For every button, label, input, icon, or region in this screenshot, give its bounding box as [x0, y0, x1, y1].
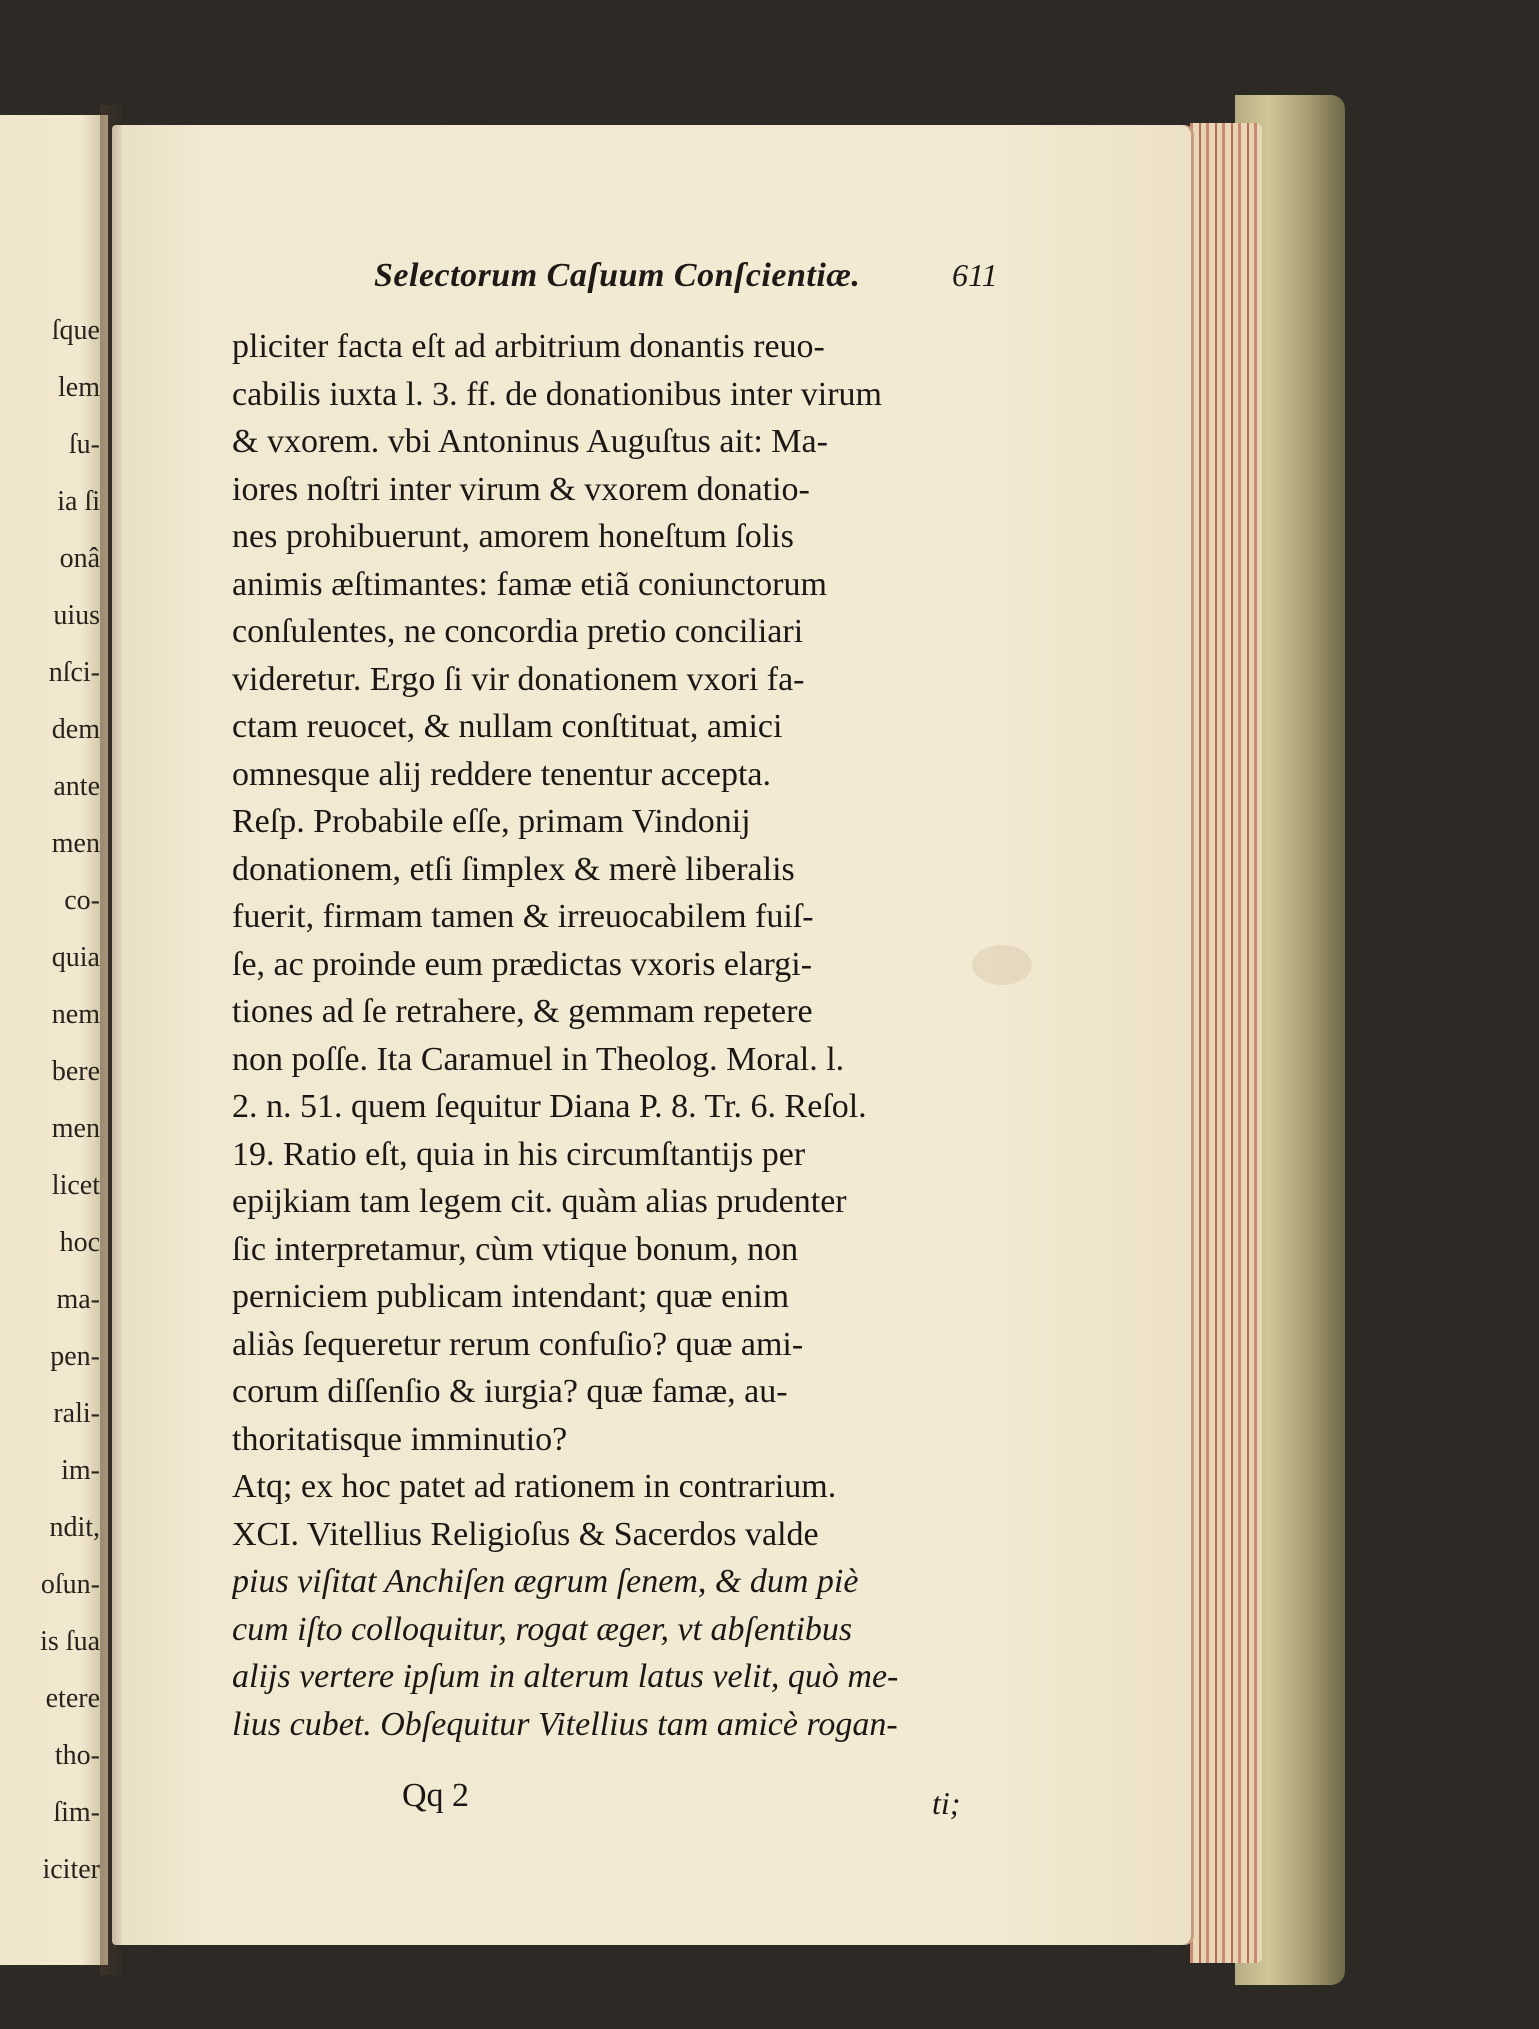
text-line: omnesque alij reddere tenentur accepta. — [232, 755, 772, 793]
text-line: epijkiam tam legem cit. quàm alias prudenter — [232, 1183, 847, 1220]
left-page-fragment: iciter — [42, 1854, 100, 1885]
left-page-fragment: ſu- — [68, 429, 100, 460]
text-line: donationem, etſi ſimplex & merè liberalis — [232, 850, 795, 888]
left-page-fragment: co- — [64, 885, 100, 916]
signature-mark: Qq 2 — [402, 1777, 470, 1814]
page-content — [112, 125, 1194, 1945]
text-line: aliàs ſequeretur rerum confuſio? quæ ami- — [232, 1325, 804, 1363]
text-line: tiones ad ſe retrahere, & gemmam repetere — [232, 993, 813, 1030]
left-page-fragment: oſun- — [40, 1569, 100, 1600]
left-page-fragment: nſci- — [48, 657, 100, 688]
book-spread — [0, 95, 1345, 1985]
text-line: cabilis iuxta l. 3. ff. de donationibus inter virum — [232, 375, 882, 413]
text-line: iores noſtri inter virum & vxorem donatio- — [232, 470, 810, 508]
left-page-fragment: ndit, — [49, 1512, 100, 1543]
text-line: pius viſitat Anchiſen ægrum ſenem, & dum piè — [232, 1563, 859, 1600]
left-page-fragment: im- — [61, 1455, 100, 1486]
text-line: corum diſſenſio & iurgia? quæ famæ, au- — [232, 1373, 788, 1410]
left-page-fragment: ſim- — [53, 1797, 100, 1828]
left-page-fragment: licet — [51, 1170, 100, 1201]
page-edges — [1190, 123, 1262, 1963]
text-line: videretur. Ergo ſi vir donationem vxori fa- — [232, 660, 805, 698]
text-line: non poſſe. Ita Caramuel in Theolog. Moral. l. — [232, 1040, 845, 1078]
text-line: cum iſto colloquitur, rogat æger, vt abſentibus — [232, 1610, 853, 1648]
right-page — [112, 125, 1194, 1945]
left-page-fragment: tho- — [54, 1740, 100, 1771]
text-line: & vxorem. vbi Antoninus Auguſtus ait: Ma- — [232, 423, 828, 460]
gutter-shadow — [100, 105, 122, 1975]
text-line: fuerit, firmam tamen & irreuocabilem fuiſ- — [232, 898, 814, 935]
left-page-fragment: men — [51, 828, 100, 859]
text-line: Atq; ex hoc patet ad rationem in contrarium. — [232, 1468, 837, 1505]
left-page-fragment: bere — [51, 1056, 100, 1087]
text-line: ctam reuocet, & nullam conſtituat, amici — [232, 708, 783, 745]
running-head: Selectorum Caſuum Conſcientiæ. — [374, 257, 861, 294]
left-page-fragment: ia ſi — [57, 486, 100, 517]
catchword: ti; — [932, 1785, 961, 1821]
left-page — [0, 115, 108, 1965]
left-page-fragment: ante — [53, 771, 100, 802]
text-line: Reſp. Probabile eſſe, primam Vindonij — [232, 803, 751, 840]
left-page-fragment: pen- — [50, 1341, 100, 1372]
left-page-fragment: onâ — [59, 543, 100, 574]
text-line: alijs vertere ipſum in alterum latus velit, quò me- — [232, 1658, 899, 1695]
left-page-fragment: hoc — [59, 1227, 100, 1258]
text-line: nes prohibuerunt, amorem honeſtum ſolis — [232, 518, 794, 555]
left-page-fragment: is ſua — [40, 1626, 100, 1657]
text-line: perniciem publicam intendant; quæ enim — [232, 1278, 790, 1315]
text-line: thoritatisque imminutio? — [232, 1420, 568, 1458]
left-page-fragment: nem — [51, 999, 100, 1030]
left-page-fragment: etere — [45, 1683, 100, 1714]
text-line: XCI. Vitellius Religioſus & Sacerdos valde — [232, 1515, 819, 1553]
left-page-fragment: uius — [53, 600, 100, 631]
text-line: conſulentes, ne concordia pretio conciliari — [232, 613, 804, 650]
left-page-fragment: ma- — [56, 1284, 100, 1315]
page-number: 611 — [952, 257, 998, 293]
text-line: 19. Ratio eſt, quia in his circumſtantijs per — [232, 1135, 806, 1173]
text-line: pliciter facta eſt ad arbitrium donantis reuo- — [232, 328, 825, 365]
text-line: ſe, ac proinde eum prædictas vxoris elargi- — [232, 945, 813, 983]
left-page-fragment: ſque — [51, 315, 100, 346]
text-line: lius cubet. Obſequitur Vitellius tam amicè rogan- — [232, 1705, 898, 1743]
left-page-fragment: men — [51, 1113, 100, 1144]
left-page-fragment: dem — [51, 714, 100, 745]
text-line: ſic interpretamur, cùm vtique bonum, non — [232, 1230, 799, 1268]
left-page-fragment: rali- — [53, 1398, 100, 1429]
left-page-fragment: lem — [58, 372, 100, 403]
left-page-fragment: quia — [51, 942, 100, 973]
text-line: 2. n. 51. quem ſequitur Diana P. 8. Tr. 6. Reſol. — [232, 1088, 867, 1125]
text-line: animis æſtimantes: famæ etiã coniunctorum — [232, 565, 827, 603]
